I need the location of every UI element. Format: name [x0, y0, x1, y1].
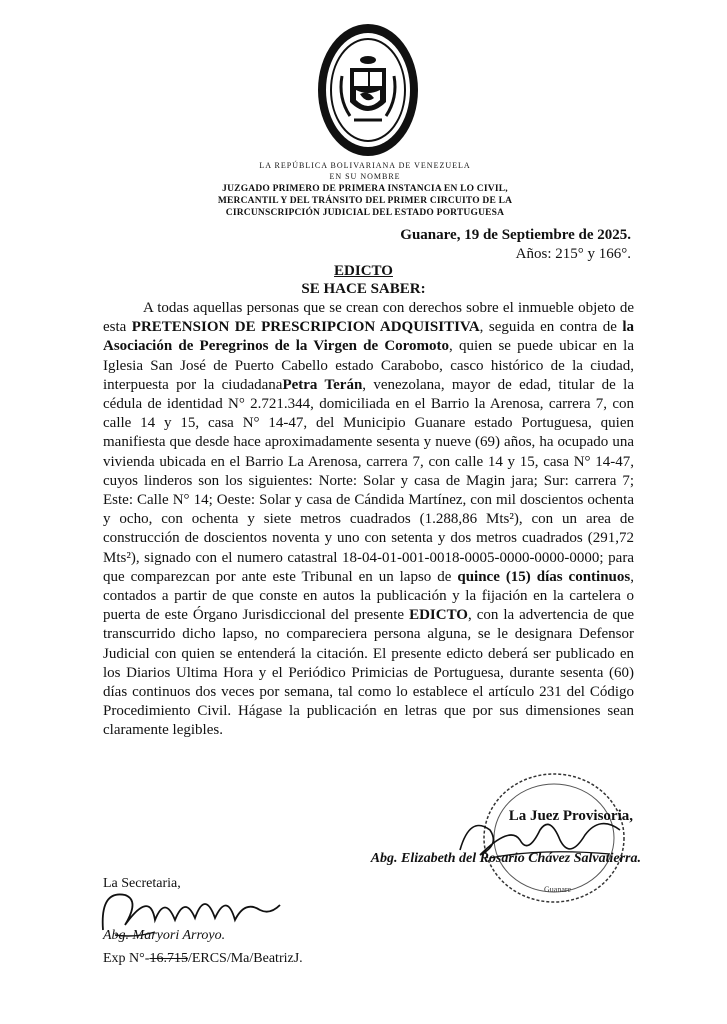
body-text-6: , con la advertencia de que transcurrido dicho lapso, no compareciera persona alguna, se le designara Defensor Judicial con quien se entenderá la citación. El presente edicto deberá ser publicado en los Diarios Ultima Hora y el Periódico Primicias de Portuguesa, durante sesenta (60) días continuos dos veces por semana, tal como lo establece el artículo 231 del Código Procedimiento Civil. Hágase la publicación en letras que por sus dimensiones sean claramente legibles.	[103, 607, 634, 739]
body-bold-2: la Asociación de Peregrinos de la Virgen de Coromoto	[103, 319, 635, 355]
body-bold-5: EDICTO	[409, 607, 468, 624]
court-line-3: CIRCUNSCRIPCIÓN JUDICIAL DEL ESTADO PORTUGUESA	[225, 208, 505, 218]
secretary-name: Abg. Maryori Arroyo.	[103, 928, 226, 943]
coat-of-arms-seal	[314, 20, 422, 160]
court-header	[150, 183, 580, 219]
document-title: EDICTO	[334, 263, 393, 279]
expediente-prefix: Exp N°-	[103, 951, 150, 966]
years-line: Años: 215° y 166°.	[515, 246, 631, 262]
stamp-text: Guanare	[544, 885, 572, 894]
judge-name: Abg. Elizabeth del Rosario Chávez Salvatierra.	[370, 851, 641, 866]
body-text-1: A todas aquellas personas que se crean con derechos sobre el inmueble objeto de esta	[103, 300, 634, 336]
expediente-struck-number: 16.715	[149, 951, 188, 966]
body-text-2: , seguida en contra de	[479, 319, 623, 336]
document-subtitle: SE HACE SABER:	[301, 281, 426, 297]
republic-line: LA REPÚBLICA BOLIVARIANA DE VENEZUELA	[259, 161, 471, 170]
republic-header	[150, 160, 580, 182]
body-bold-3: Petra Terán	[282, 376, 363, 393]
expediente-line	[103, 951, 303, 967]
body-text-3: , quien se puede ubicar en la Iglesia San José de Puerto Cabello estado Carabobo, casco histórico de la ciudad, interpuesta por la ciudadana	[103, 338, 634, 393]
edict-body	[103, 299, 634, 741]
body-text-5: , contados a partir de que conste en autos la publicación y la fijación en la cartelera o puerta de este Órgano Jurisdiccional del presente	[103, 568, 634, 624]
in-name-line: EN SU NOMBRE	[329, 172, 401, 181]
court-line-2: MERCANTIL Y DEL TRÁNSITO DEL PRIMER CIRCUITO DE LA	[217, 196, 513, 206]
dateline: Guanare, 19 de Septiembre de 2025.	[400, 227, 631, 243]
body-text-4: , venezolana, mayor de edad, titular de la cédula de identidad N° 2.721.344, domiciliada en el Barrio la Arenosa, carrera 7, con calle 14 y 15, casa N° 14-47, del Municipio Guanare estado Portuguesa, quien manifiesta que desde hace aproximadamente sesenta y nueve (69) años, ha ocupado una vivienda ubicada en el Barrio La Arenosa, carrera 7, con calle 14 y 15, casa N° 14-47, cuyos linderos son los siguientes: Norte: Solar y casa de Magin jara; Sur: carrera 7; Este: Calle N° 14; Oeste: Solar y casa de Cándida Martínez, con mil doscientos ochenta y ocho, con ochenta y siete metros cuadrados (1.288,86 Mts²), con un area de construcción de doscientos noventa y uno con setenta y dos metros cuadrados (291,72 Mts²), signado con el numero catastral 18-04-01-001-0018-0005-0000-0000-0000; para que comparezcan por ante este Tribunal en un lapso de	[103, 376, 634, 585]
secretary-title: La Secretaria,	[103, 876, 181, 891]
body-bold-4: quince (15) días continuos	[457, 568, 631, 585]
expediente-suffix: /ERCS/Ma/BeatrizJ.	[187, 951, 303, 966]
court-line-1: JUZGADO PRIMERO DE PRIMERA INSTANCIA EN LO CIVIL,	[222, 184, 508, 194]
judge-title: La Juez Provisoria,	[508, 808, 633, 824]
body-bold-1: PRETENSION DE PRESCRIPCION ADQUISITIVA	[131, 319, 480, 336]
